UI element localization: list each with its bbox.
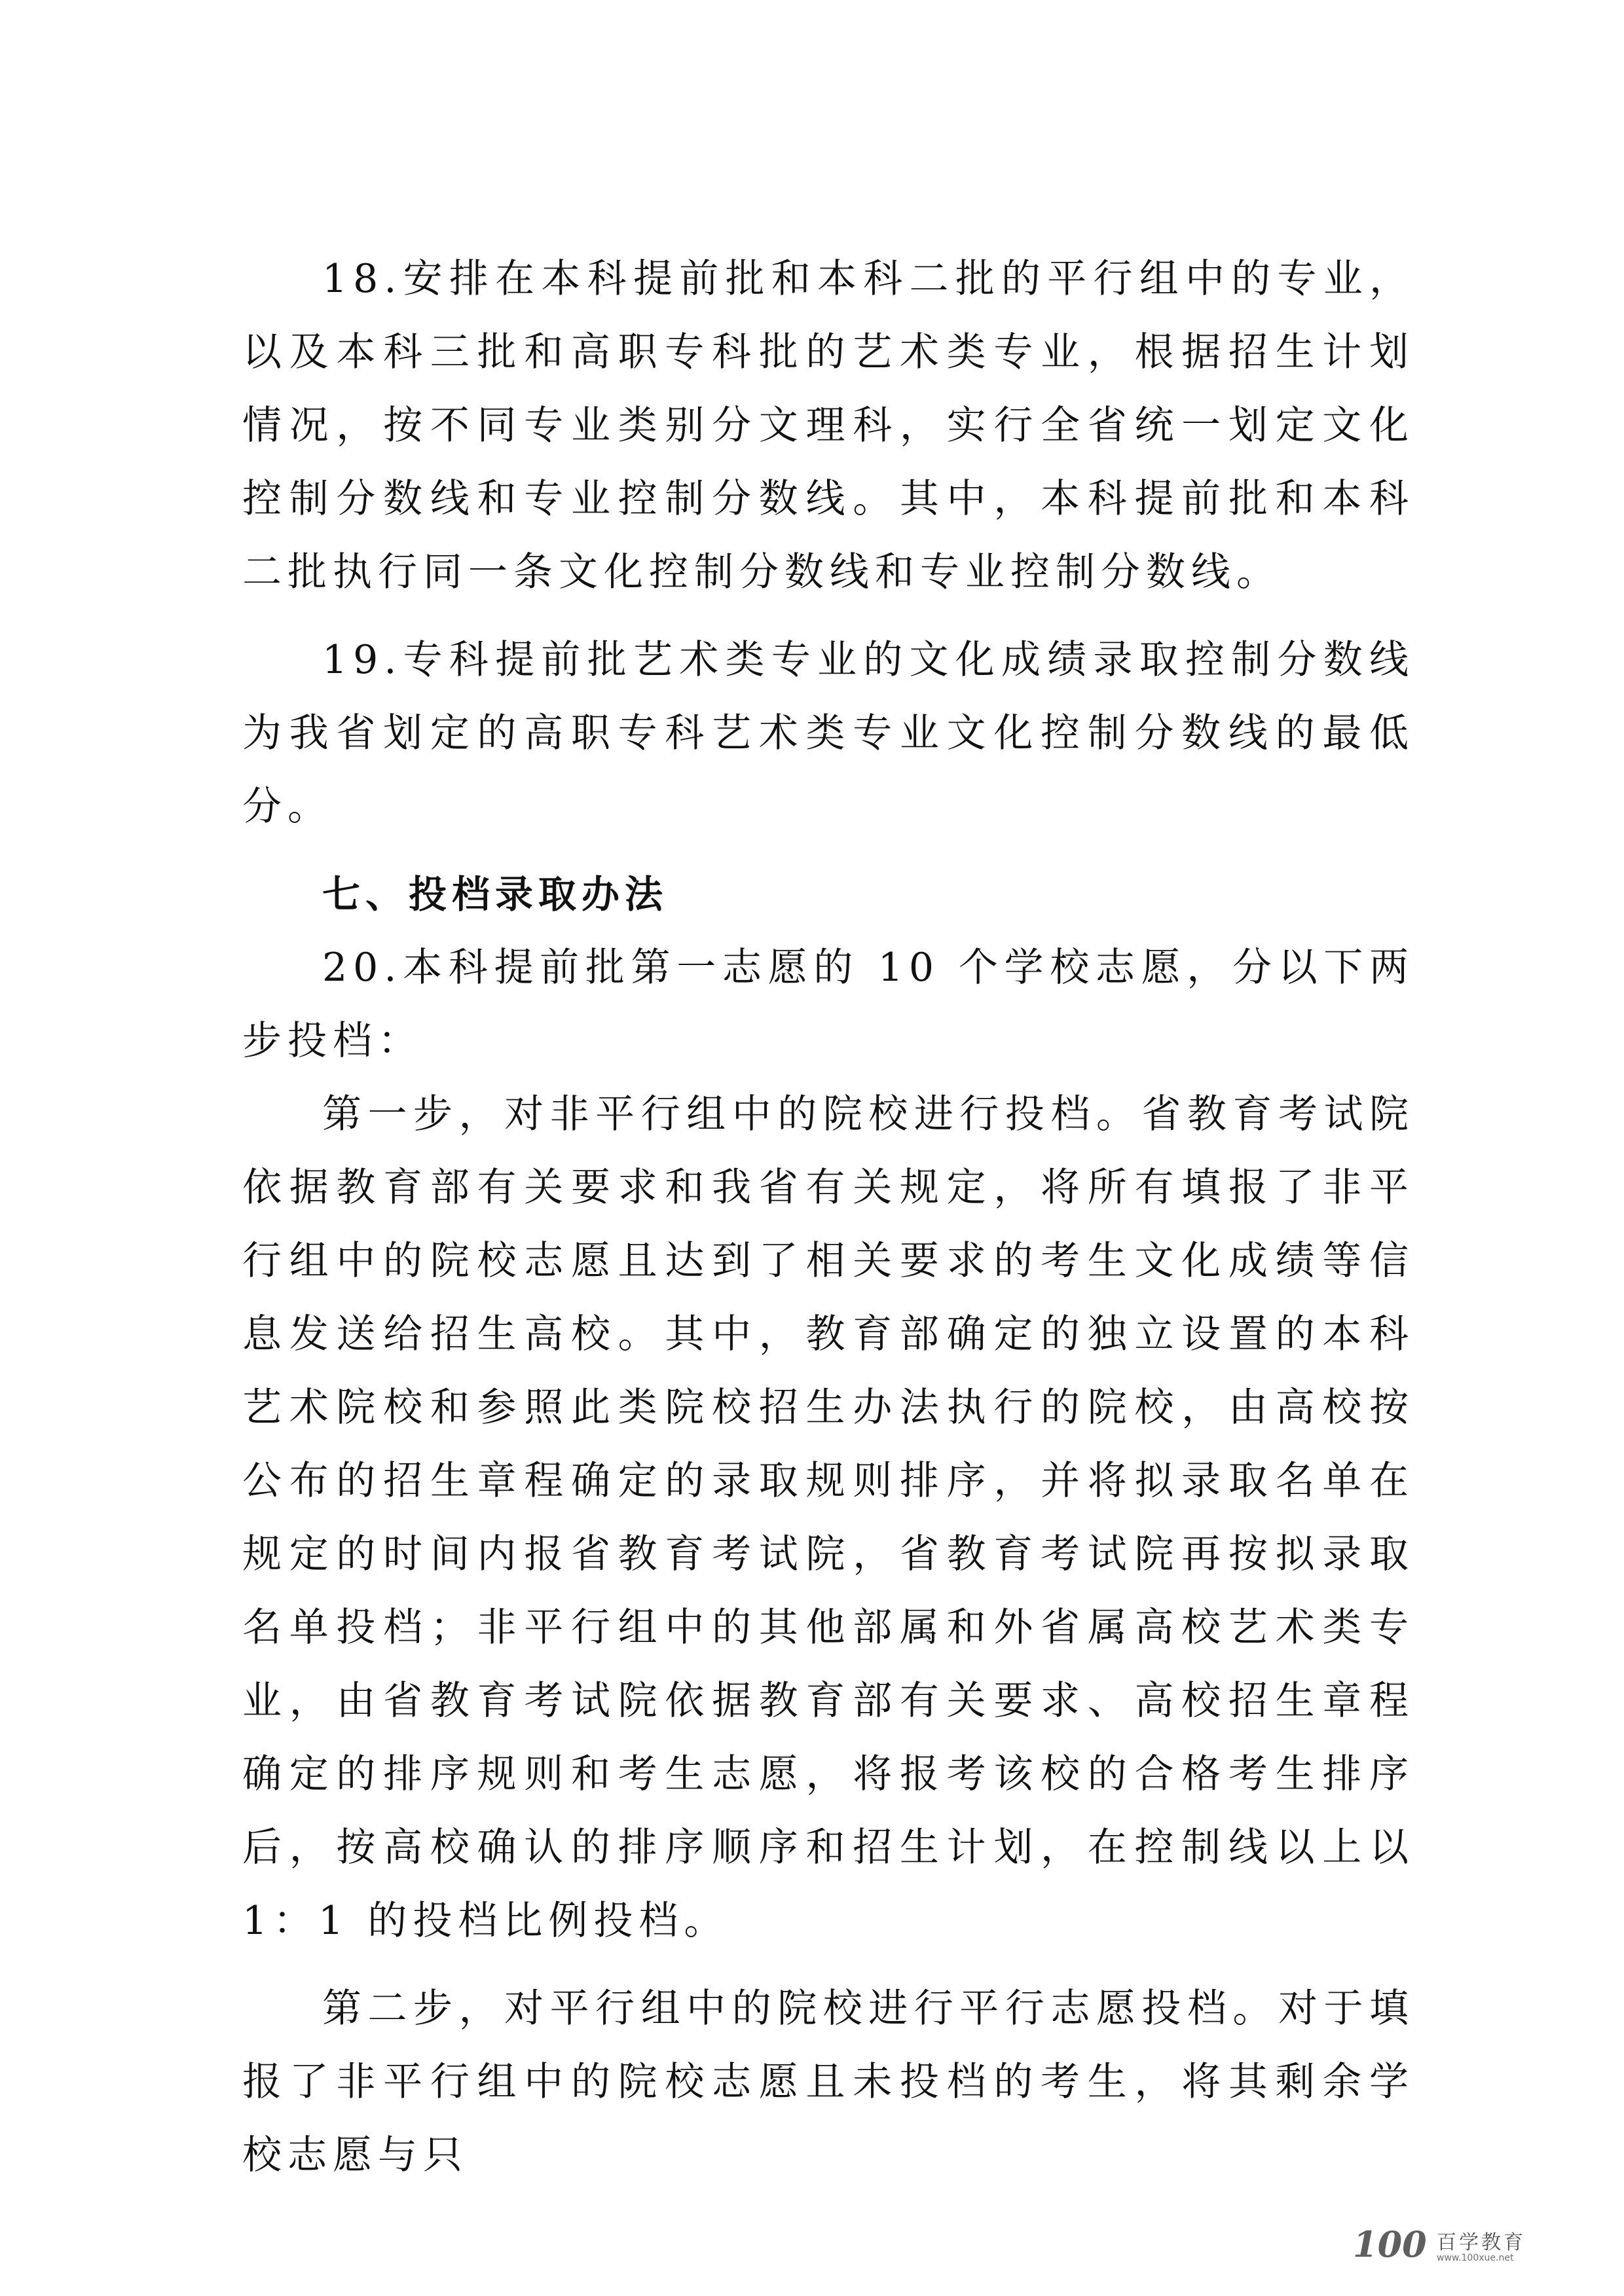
watermark-logo-icon xyxy=(1353,2224,1431,2263)
document-page xyxy=(242,242,1414,2192)
watermark-label xyxy=(1437,2233,1526,2263)
watermark xyxy=(1353,2224,1526,2263)
watermark-name: 百学教育 xyxy=(1437,2231,1526,2254)
watermark-logo-text: 100 xyxy=(1353,2224,1427,2263)
paragraph-step-two: 第二步，对平行组中的院校进行平行志愿投档。对于填报了非平行组中的院校志愿且未投档的考生，将其剩余学校志愿与只 xyxy=(242,1986,1414,2178)
watermark-url: www.100xue.net xyxy=(1437,2253,1514,2263)
paragraph-19: 19.专科提前批艺术类专业的文化成绩录取控制分数线为我省划定的高职专科艺术类专业文化控制分数线的最低分。 xyxy=(242,637,1414,829)
paragraph-20: 20.本科提前批第一志愿的 10 个学校志愿，分以下两步投档： xyxy=(242,945,1414,1064)
paragraph-18: 18.安排在本科提前批和本科二批的平行组中的专业，以及本科三批和高职专科批的艺术类专业，根据招生计划情况，按不同专业类别分文理科，实行全省统一划定文化控制分数线和专业控制分数线。其中，本科提前批和本科二批执行同一条文化控制分数线和专业控制分数线。 xyxy=(242,256,1414,595)
paragraph-step-one: 第一步，对非平行组中的院校进行投档。省教育考试院依据教育部有关要求和我省有关规定，将所有填报了非平行组中的院校志愿且达到了相关要求的考生文化成绩等信息发送给招生高校。其中，教育部确定的独立设置的本科艺术院校和参照此类院校招生办法执行的院校，由高校按公布的招生章程确定的录取规则排序，并将拟录取名单在规定的时间内报省教育考试院，省教育考试院再按拟录取名单投档；非平行组中的其他部属和外省属高校艺术类专业，由省教育考试院依据教育部有关要求、高校招生章程确定的排序规则和考生志愿，将报考该校的合格考生排序后，按高校确认的排序顺序和招生计划，在控制线以上以 1：1 的投档比例投档。 xyxy=(242,1091,1414,1944)
section-heading: 七、投档录取办法 xyxy=(322,872,669,917)
